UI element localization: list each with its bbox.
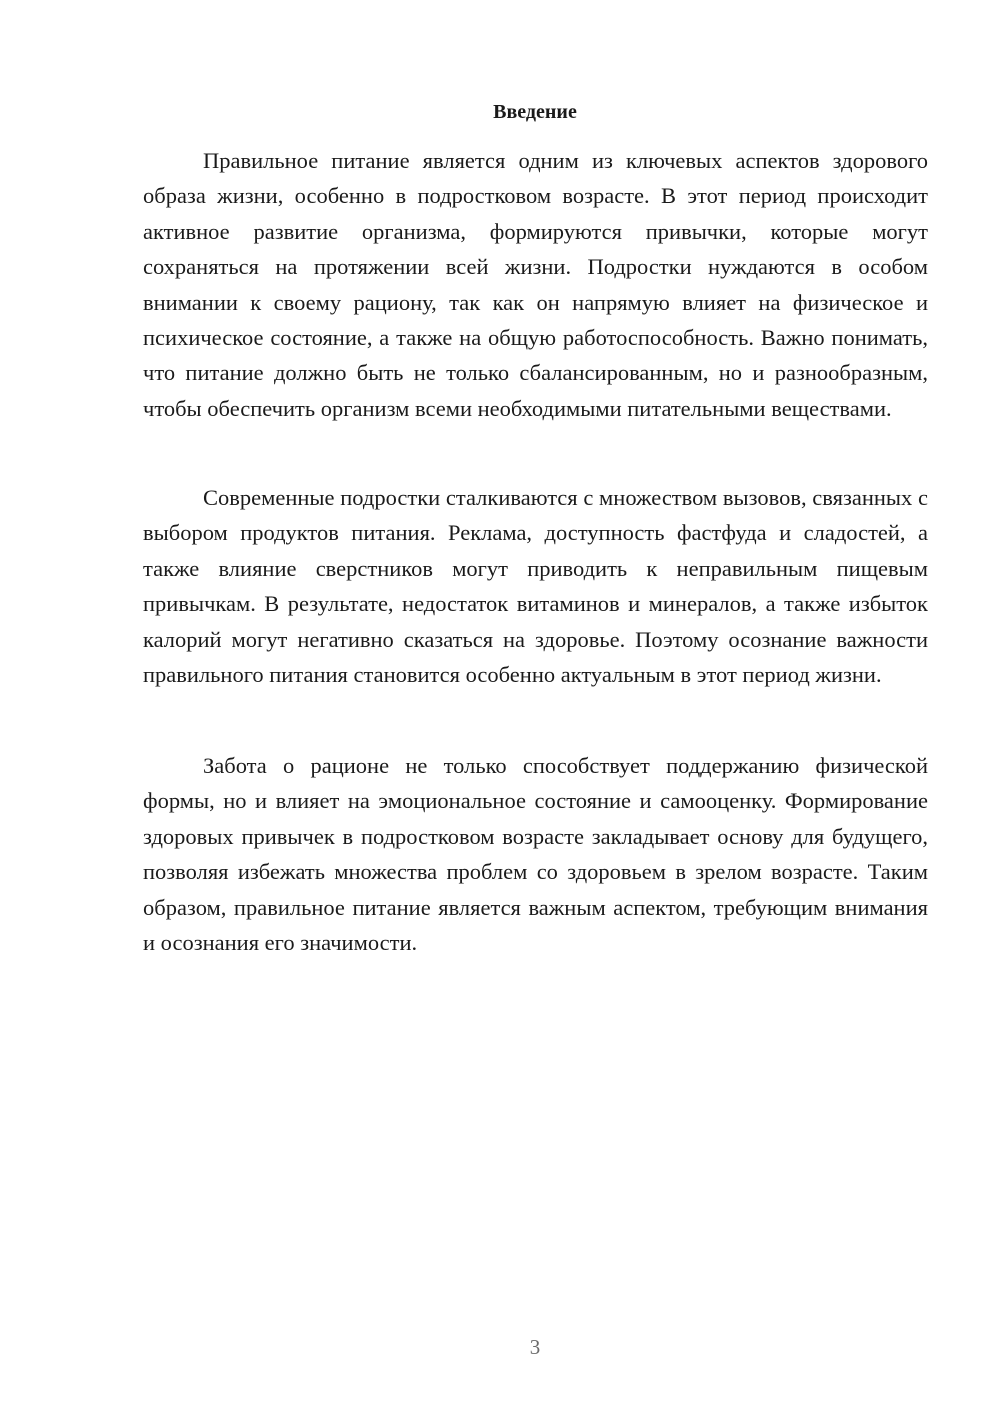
paragraph-2: Современные подростки сталкиваются с множеством вызовов, связанных с выбором продуктов питания. Реклама, доступность фастфуда и сладостей, а также влияние сверстников могут приводить к неправильным пищевым привычкам. В результате, недостаток витаминов и минералов, а также избыток калорий могут негативно сказаться на здоровье. Поэтому осознание важности правильного питания становится особенно актуальным в этот период жизни.: [143, 485, 928, 688]
page-number: 3: [529, 1335, 541, 1359]
paragraph-1: Правильное питание является одним из ключевых аспектов здорового образа жизни, особенно в подростковом возрасте. В этот период происходит активное развитие организма, формируются привычки, которые могут сохраняться на протяжении всей жизни. Подростки нуждаются в особом внимании к своему рациону, так как он напрямую влияет на физическое и психическое состояние, а также на общую работоспособность. Важно понимать, что питание должно быть не только сбалансированным, но и разнообразным, чтобы обеспечить организм всеми необходимыми питательными веществами.: [143, 148, 928, 421]
paragraph-3: Забота о рационе не только способствует поддержанию физической формы, но и влияет на эмоциональное состояние и самооценку. Формирование здоровых привычек в подростковом возрасте закладывает основу для будущего, позволяя избежать множества проблем со здоровьем в зрелом возрасте. Таким образом, правильное питание является важным аспектом, требующим внимания и осознания его значимости.: [143, 753, 928, 956]
section-heading: Введение: [493, 101, 577, 123]
